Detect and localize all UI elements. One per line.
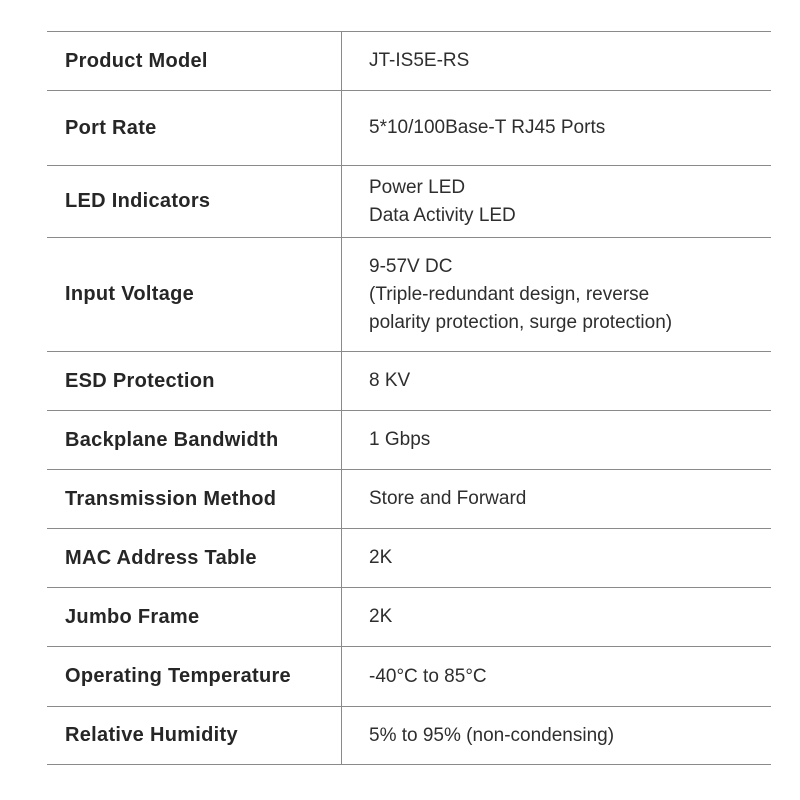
spec-label: Port Rate [65, 116, 157, 139]
spec-value [341, 647, 771, 706]
spec-row-jumbo-frame [47, 588, 771, 647]
spec-label: Operating Temperature [65, 665, 291, 687]
spec-label: Jumbo Frame [65, 605, 200, 628]
spec-row-operating-temperature [47, 647, 771, 707]
spec-value [341, 411, 771, 469]
spec-row-backplane-bandwidth [47, 411, 771, 470]
spec-label: Backplane Bandwidth [65, 428, 279, 451]
spec-value [341, 588, 771, 646]
spec-value [341, 32, 771, 90]
spec-label: Relative Humidity [65, 724, 238, 746]
spec-label: MAC Address Table [65, 546, 257, 569]
spec-value-line: Data Activity LED [369, 204, 516, 226]
spec-value [341, 470, 771, 528]
spec-row-mac-address-table [47, 529, 771, 588]
spec-value [341, 352, 771, 410]
spec-row-port-rate [47, 91, 771, 166]
spec-value-line: 5*10/100Base-T RJ45 Ports [369, 117, 606, 138]
spec-row-input-voltage [47, 238, 771, 352]
spec-value-line: 9-57V DC [369, 255, 453, 277]
spec-row-led-indicators [47, 166, 771, 238]
spec-label: Product Model [65, 49, 208, 72]
spec-value-line: 8 KV [369, 370, 411, 391]
spec-value-line: -40°C to 85°C [369, 665, 487, 687]
spec-value [341, 166, 771, 237]
spec-value [341, 707, 771, 764]
spec-value-line: 5% to 95% (non-condensing) [369, 724, 615, 746]
spec-label: LED Indicators [65, 190, 211, 212]
spec-value-line: 2K [369, 606, 393, 627]
spec-value-line: Power LED [369, 176, 466, 198]
spec-row-relative-humidity [47, 707, 771, 765]
spec-value-line: Store and Forward [369, 488, 527, 509]
spec-table [47, 31, 771, 765]
spec-value-line: polarity protection, surge protection) [369, 311, 673, 333]
spec-label: Transmission Method [65, 487, 277, 510]
spec-label: ESD Protection [65, 369, 215, 392]
spec-row-product-model [47, 31, 771, 91]
spec-row-esd-protection [47, 352, 771, 411]
spec-label: Input Voltage [65, 283, 195, 305]
spec-row-transmission-method [47, 470, 771, 529]
spec-value-line: 2K [369, 547, 393, 568]
spec-value [341, 238, 771, 351]
spec-value-line: 1 Gbps [369, 429, 431, 450]
spec-value [341, 529, 771, 587]
spec-value-line: (Triple-redundant design, reverse [369, 283, 650, 305]
spec-value-line: JT-IS5E-RS [369, 50, 470, 71]
spec-value [341, 91, 771, 165]
